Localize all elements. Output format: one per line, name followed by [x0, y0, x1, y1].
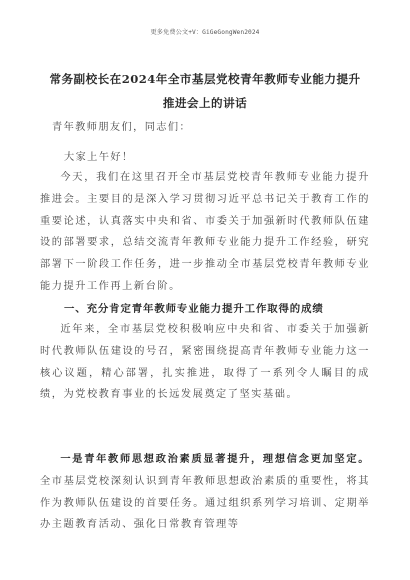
paragraph-intro-text: 今天，我们在这里召开全市基层党校青年教师专业能力提升推进会。主要目的是深入学习贯彻习近平总书记关于教育工作的重要论述，认真落实中央和省、市委关于加强新时代教师队伍建设的部署要求，总结交流青年教师专业能力提升工作经验，研究部署下一阶段工作任务，进一步推动全市基层党校青年教师专业能力提升工作再上新台阶。: [40, 172, 370, 292]
paragraph-political-quality: [40, 449, 370, 536]
paragraph-achievements: [40, 319, 370, 406]
greeting: 大家上午好！: [64, 152, 134, 163]
paragraph-lead-bold: 一是青年教师思想政治素质显著提升，理想信念更加坚定。: [60, 453, 370, 465]
paragraph-achievements-text: 近年来，全市基层党校积极响应中央和省、市委关于加强新时代教师队伍建设的号召，紧密围绕提高青年教师专业能力这一核心议题，精心部署，扎实推进，取得了一系列令人瞩目的成绩，为党校教育事业的长远发展奠定了坚实基础。: [40, 324, 370, 401]
document-title: [48, 67, 362, 115]
paragraph-political-quality-text: [40, 449, 370, 536]
paragraph-intro: [40, 167, 370, 298]
salutation: 青年教师朋友们，同志们：: [52, 122, 192, 133]
header-note: 更多免费公文+V：GiGeGongWen2024: [150, 29, 260, 36]
section-heading-1: 一、充分肯定青年教师专业能力提升工作取得的成绩: [64, 303, 324, 315]
paragraph-body: 全市基层党校深刻认识到青年教师思想政治素质的重要性，将其作为教师队伍建设的首要任务。通过组织系列学习培训、定期举办主题教育活动、强化日常教育管理等: [40, 475, 370, 531]
title-line-2: 推进会上的讲话: [162, 96, 248, 110]
title-line-1: 常务副校长在2024年全市基层党校青年教师专业能力提升: [49, 72, 361, 86]
